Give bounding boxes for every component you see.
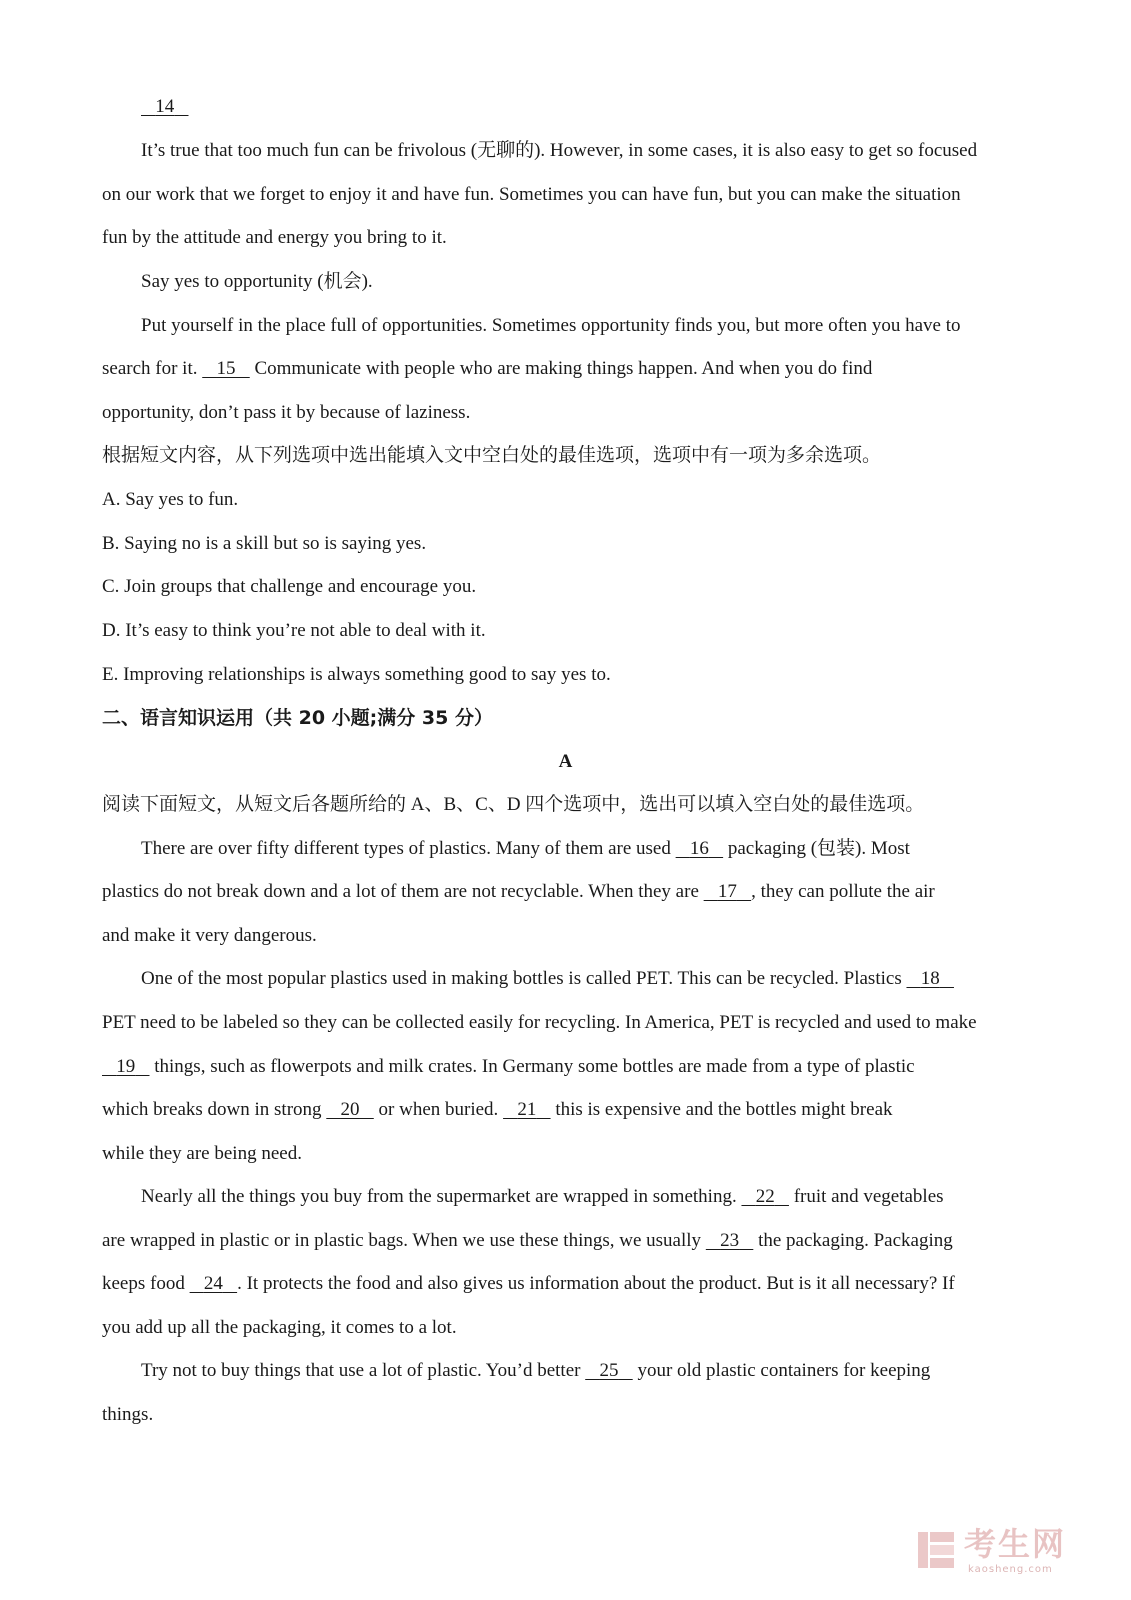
blank-16: 16: [689, 838, 709, 859]
cloze-paragraph-4-line-1: [141, 1358, 930, 1384]
text-segment: Communicate with people who are making things happen. And when you do find: [249, 358, 873, 379]
paragraph-opportunity-line-2: [102, 356, 872, 382]
blank-25: 25: [599, 1360, 619, 1381]
cloze-paragraph-2-line-3: [102, 1054, 915, 1080]
cloze-paragraph-2-line-2: PET need to be labeled so they can be collected easily for recycling. In America, PET is recycled and used to make: [102, 1012, 977, 1033]
question-14-blank-line: [141, 94, 189, 120]
option-c: C. Join groups that challenge and encourage you.: [102, 576, 477, 597]
text-segment: . It protects the food and also gives us information about the product. But is it all necessary? If: [237, 1273, 955, 1294]
blank-21: 21: [517, 1099, 537, 1120]
text-segment: the packaging. Packaging: [753, 1230, 953, 1251]
cloze-paragraph-2-line-5: while they are being need.: [102, 1143, 302, 1164]
text-segment: are wrapped in plastic or in plastic bags. When we use these things, we usually: [102, 1230, 706, 1251]
watermark: [916, 1526, 1091, 1578]
watermark-url: kaosheng.com: [968, 1564, 1053, 1575]
blank-23: 23: [720, 1230, 740, 1251]
watermark-logo-icon: [916, 1530, 956, 1570]
paragraph-fun-line-1: It’s true that too much fun can be frivolous (无聊的). However, in some cases, it is also easy to get so focused: [141, 140, 978, 161]
cloze-paragraph-4-line-2: things.: [102, 1404, 154, 1425]
text-segment: packaging (包装). Most: [723, 838, 910, 859]
cloze-paragraph-3-line-1: [141, 1184, 944, 1210]
cloze-paragraph-2-line-4: [102, 1097, 893, 1123]
instruction-cloze: 阅读下面短文，从短文后各题所给的 A、B、C、D 四个选项中，选出可以填入空白处的最佳选项。: [102, 794, 925, 815]
text-segment: this is expensive and the bottles might break: [550, 1099, 893, 1120]
watermark-text: 考生网: [964, 1525, 1067, 1563]
cloze-paragraph-2-line-1: [141, 966, 954, 992]
paragraph-opportunity-line-1: Put yourself in the place full of opportunities. Sometimes opportunity finds you, but more often you have to: [141, 315, 961, 336]
subheading-opportunity: Say yes to opportunity (机会).: [141, 271, 373, 292]
option-d: D. It’s easy to think you’re not able to deal with it.: [102, 620, 486, 641]
text-segment: which breaks down in strong: [102, 1099, 327, 1120]
blank-14: 14: [155, 96, 175, 117]
paragraph-opportunity-line-3: opportunity, don’t pass it by because of laziness.: [102, 402, 471, 423]
text-segment: Try not to buy things that use a lot of plastic. You’d better: [141, 1360, 586, 1381]
cloze-paragraph-3-line-4: you add up all the packaging, it comes to a lot.: [102, 1317, 457, 1338]
text-segment: There are over fifty different types of plastics. Many of them are used: [141, 838, 676, 859]
text-segment: fruit and vegetables: [788, 1186, 944, 1207]
blank-19: 19: [116, 1056, 136, 1077]
text-segment: plastics do not break down and a lot of them are not recyclable. When they are: [102, 881, 704, 902]
blank-17: 17: [717, 881, 737, 902]
text-segment: keeps food: [102, 1273, 190, 1294]
blank-18: 18: [920, 968, 940, 989]
text-segment: , they can pollute the air: [751, 881, 935, 902]
cloze-paragraph-1-line-2: [102, 879, 935, 905]
cloze-paragraph-3-line-3: [102, 1271, 955, 1297]
paragraph-fun-line-2: on our work that we forget to enjoy it and have fun. Sometimes you can have fun, but you can make the situation: [102, 184, 961, 205]
text-segment: or when buried.: [373, 1099, 504, 1120]
text-segment: your old plastic containers for keeping: [632, 1360, 931, 1381]
blank-24: 24: [203, 1273, 223, 1294]
option-a: A. Say yes to fun.: [102, 489, 239, 510]
text-segment: Nearly all the things you buy from the supermarket are wrapped in something.: [141, 1186, 742, 1207]
instruction-options: 根据短文内容，从下列选项中选出能填入文中空白处的最佳选项，选项中有一项为多余选项。: [102, 445, 882, 466]
text-segment: One of the most popular plastics used in making bottles is called PET. This can be recycled. Plastics: [141, 968, 907, 989]
cloze-paragraph-3-line-2: [102, 1228, 953, 1254]
section-a-label: A: [558, 751, 573, 772]
text-segment: things, such as flowerpots and milk crates. In Germany some bottles are made from a type of plastic: [149, 1056, 915, 1077]
section-2-title: 二、语言知识运用（共 20 小题;满分 35 分）: [102, 707, 493, 729]
blank-15: 15: [216, 358, 236, 379]
paragraph-fun-line-3: fun by the attitude and energy you bring to it.: [102, 227, 447, 248]
cloze-paragraph-1-line-1: [141, 836, 910, 862]
option-e: E. Improving relationships is always something good to say yes to.: [102, 664, 611, 685]
blank-22: 22: [755, 1186, 775, 1207]
blank-20: 20: [340, 1099, 360, 1120]
cloze-paragraph-1-line-3: and make it very dangerous.: [102, 925, 317, 946]
text-segment: search for it.: [102, 358, 203, 379]
option-b: B. Saying no is a skill but so is saying yes.: [102, 533, 427, 554]
